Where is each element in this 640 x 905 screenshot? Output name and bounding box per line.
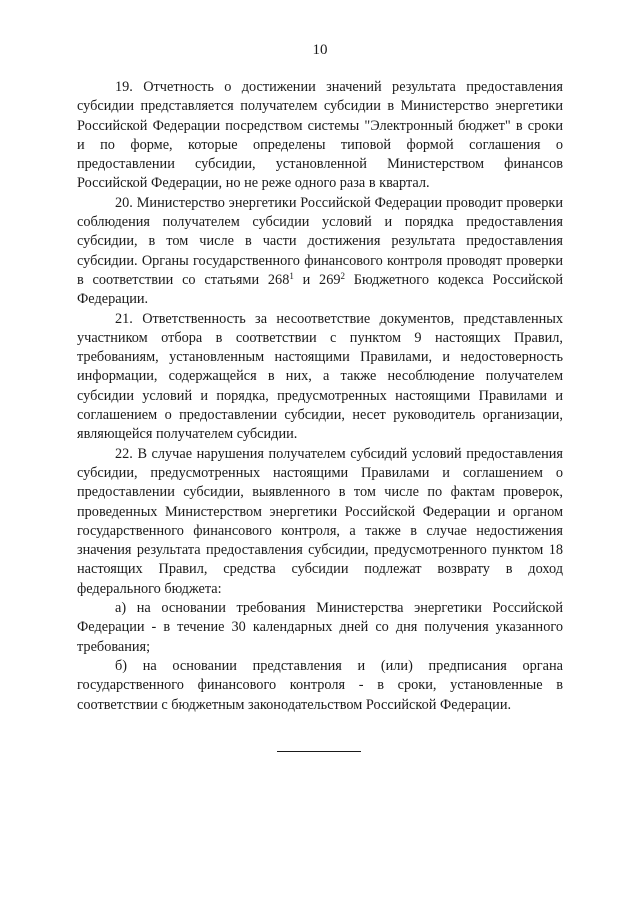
article-269-superscript: 2 xyxy=(340,270,346,281)
article-268-superscript: 1 xyxy=(289,270,294,281)
paragraph-22-b: б) на основании представления и (или) предписания органа государственного финансового контроля - в сроки, установленные в соответствии с бюджетным законодательством Российской Федерации. xyxy=(77,657,563,713)
paragraph-21: 21. Ответственность за несоответствие документов, представленных участником отбора в соответствии с пунктом 9 настоящих Правил, требованиям, установленным настоящими Правилами, и недостоверность информации, содержащейся в них, а также несоблюдение получателем субсидии условий и порядка, предусмотренных настоящими Правилами и соглашением о предоставлении субсидии, несет руководитель организации, являющейся получателем субсидии. xyxy=(77,310,563,443)
end-of-document-rule xyxy=(277,751,361,752)
paragraph-20-ending: Бюджетного кодекса Российской Федерации. xyxy=(77,271,564,308)
paragraph-22-a: а) на основании требования Министерства энергетики Российской Федерации - в течение 30 календарных дней со дня получения указанного требования; xyxy=(77,600,563,655)
paragraph-20-text: 20. Министерство энергетики Российской Федерации проводит проверки соблюдения получателем субсидии условий и порядка предоставления субсидии, в том числе в части достижения результата предоставления субсидии. Органы государственного финансового контроля проводят проверки в соответствии со статьями 268 xyxy=(77,194,563,288)
paragraph-20-conjunction: и 269 xyxy=(293,271,341,288)
page-number: 10 xyxy=(312,42,328,58)
document-body xyxy=(77,78,563,715)
paragraph-22: 22. В случае нарушения получателем субсидий условий предоставления субсидии, предусмотренных настоящими Правилами и соглашением о предоставлении субсидии, выявленного в том числе по фактам проверок, проведенных Министерством энергетики Российской Федерации и органом государственного финансового контроля, а также в случае недостижения значения результата предоставления субсидии, предусмотренного пунктом 18 настоящих Правил, средства субсидии подлежат возврату в доход федерального бюджета: xyxy=(77,445,563,597)
paragraph-20 xyxy=(77,194,563,310)
paragraph-19: 19. Отчетность о достижении значений результата предоставления субсидии представляется получателем субсидии в Министерство энергетики Российской Федерации посредством системы "Электронный бюджет" в сроки и по форме, которые определены типовой формой соглашения о предоставлении субсидии, установленной Министерством финансов Российской Федерации, но не реже одного раза в квартал. xyxy=(77,79,563,192)
